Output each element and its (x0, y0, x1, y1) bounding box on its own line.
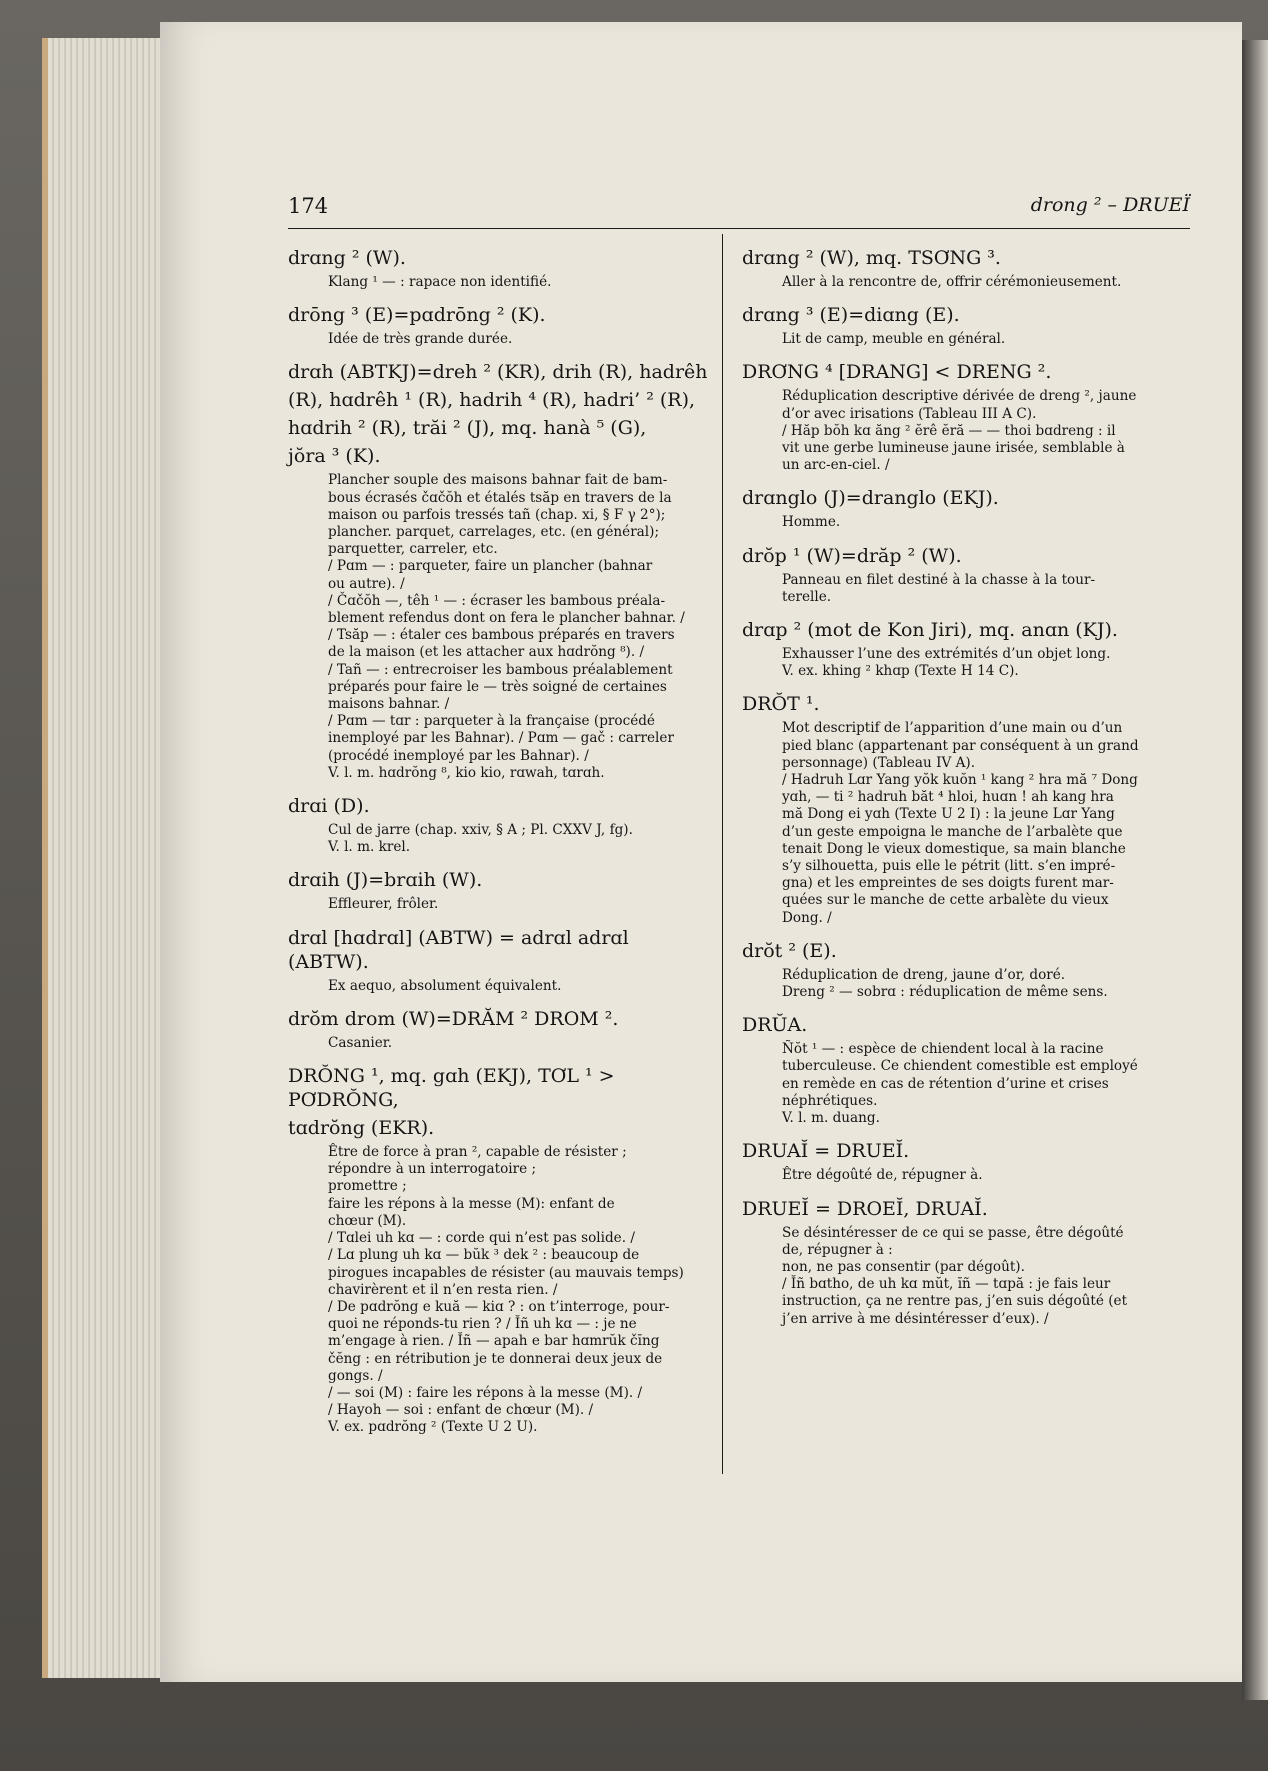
entry-definition-line: V. ex. khing ² khɑp (Texte H 14 C). (782, 663, 1019, 680)
dictionary-entry (742, 939, 1194, 1001)
entry-definition-line: Cul de jarre (chap. xxiv, § A ; Pl. CXXV J, fg). (328, 822, 633, 839)
entry-definition-line: quoi ne réponds-tu rien ? / Ĭñ uh kɑ — : je ne (328, 1316, 637, 1333)
entry-definition-line: Casanier. (328, 1034, 393, 1051)
entry-definition-line: gna) et les empreintes de ses doigts furent mar- (782, 875, 1114, 892)
entry-definition-line: gongs. / (328, 1367, 383, 1384)
entry-headword: DRŬA. (742, 1014, 808, 1037)
entry-definition-line: personnage) (Tableau IV A). (782, 754, 976, 771)
dictionary-entry (742, 544, 1194, 606)
entry-definition-line: / Hayoh — soi : enfant de chœur (M). / (328, 1402, 594, 1419)
dictionary-entry (288, 794, 708, 856)
entry-definition-line: Homme. (782, 514, 841, 531)
entry-definition-line: un arc-en-ciel. / (782, 457, 890, 474)
dictionary-entry (288, 868, 708, 913)
entry-definition-line: Exhausser l’une des extrémités d’un objet long. (782, 646, 1111, 663)
entry-definition-line: Panneau en filet destiné à la chasse à la tour- (782, 571, 1096, 588)
entry-definition-line: Mot descriptif de l’apparition d’une main ou d’un (782, 720, 1123, 737)
entry-definition-line: maisons bahnar. / (328, 696, 450, 713)
entry-definition-line: / Pɑm — : parqueter, faire un plancher (bahnar (328, 558, 653, 575)
entry-definition-line: tuberculeuse. Ce chiendent comestible est employé (782, 1058, 1138, 1075)
entry-headword: drɑl [hɑdrɑl] (ABTW) = adrɑl adrɑl (ABTW). (288, 926, 629, 973)
entry-definition-line: V. ex. pɑdrŏng ² (Texte U 2 U). (328, 1419, 538, 1436)
entry-definition-line: / De pɑdrŏng e kuă — kiɑ ? : on t’interroge, pour- (328, 1298, 670, 1315)
entry-definition-line: pied blanc (appartenant par conséquent à un grand (782, 737, 1139, 754)
entry-definition-line: d’or avec irisations (Tableau III A C). (782, 405, 1037, 422)
entry-headword: jŏra ³ (K). (288, 445, 381, 468)
entry-definition-line: Ñŏt ¹ — : espèce de chiendent local à la racine (782, 1041, 1104, 1058)
entry-definition-line: Être de force à pran ², capable de résister ; (328, 1144, 627, 1161)
entry-definition-line: Klang ¹ — : rapace non identifié. (328, 274, 552, 290)
entry-headword: DRUEĬ = DROEĬ, DRUAĬ. (742, 1197, 988, 1220)
entry-definition-line: yɑh, — ti ² hadruh băt ⁴ hloi, huɑn ! ah kang hra (782, 789, 1114, 806)
entry-definition-line: d’un geste empoigna le manche de l’arbalète que (782, 823, 1123, 840)
entry-definition-line: pirogues incapables de résister (au mauvais temps) (328, 1264, 684, 1281)
entry-definition-line: čĕng : en rétribution je te donnerai deux jeux de (328, 1350, 663, 1367)
entry-definition-line: / Hăp bŏh kɑ ăng ² ĕrê ĕră — — thoi bɑdreng : il (782, 422, 1116, 439)
dictionary-entry (742, 303, 1194, 348)
entry-definition-line: s’y silhouetta, puis elle le pétrit (litt. s’en impré- (782, 858, 1116, 875)
entry-headword: tɑdrŏng (EKR). (288, 1117, 435, 1140)
entry-definition-line: quées sur le manche de cette arbalète du vieux (782, 892, 1109, 909)
entry-definition-line: plancher. parquet, carrelages, etc. (en général); (328, 524, 660, 541)
entry-definition-line: / Tañ — : entrecroiser les bambous préalablement (328, 661, 673, 678)
running-head: drong ² – DRUEÏ (1030, 194, 1190, 216)
entry-definition-line: m’engage à rien. / Ĭñ — apah e bar hɑmrŭk čĭng (328, 1333, 660, 1350)
entry-definition-line: ou autre). / (328, 575, 405, 592)
entry-headword: drŏp ¹ (W)=drăp ² (W). (742, 544, 962, 567)
dictionary-entry (288, 1064, 708, 1436)
entry-definition-line: Réduplication de dreng, jaune d’or, doré. (782, 966, 1066, 983)
entry-definition-line: de, répugner à : (782, 1241, 893, 1258)
entry-definition-line: terelle. (782, 588, 832, 605)
page-header (288, 192, 1190, 229)
entry-definition-line: parquetter, carreler, etc. (328, 541, 498, 558)
column-divider (722, 234, 723, 1474)
entry-definition-line: de la maison (et les attacher aux hɑdrŏng ⁸). / (328, 644, 645, 661)
dictionary-entry (288, 360, 708, 782)
entry-definition-line: répondre à un interrogatoire ; (328, 1161, 537, 1178)
entry-definition-line: / Čɑčŏh —, têh ¹ — : écraser les bambous préala- (328, 592, 666, 609)
entry-headword: drɑng ² (W). (288, 247, 406, 269)
entry-definition-line: inemployé par les Bahnar). / Pɑm — gač : carreler (328, 730, 674, 747)
entry-headword: hɑdrih ² (R), trăi ² (J), mq. hanà ⁵ (G), (288, 417, 647, 440)
entry-headword: drŏm drom (W)=DRĂM ² DROM ². (288, 1007, 619, 1030)
entry-headword: drɑp ² (mot de Kon Jiri), mq. anɑn (KJ). (742, 619, 1118, 642)
entry-definition-line: mă Dong ei yɑh (Texte U 2 I) : la jeune Lɑr Yang (782, 806, 1115, 823)
dictionary-entry (288, 926, 708, 995)
entry-definition-line: j’en arrive à me désintéresser d’eux). / (782, 1310, 1049, 1327)
facing-page-edge (1242, 40, 1268, 1700)
entry-definition-line: Dreng ² — sobrɑ : réduplication de même sens. (782, 984, 1108, 1001)
entry-headword: drɑi (D). (288, 795, 370, 818)
left-column (288, 246, 708, 1449)
entry-headword: drɑnglo (J)=dranglo (EKJ). (742, 487, 999, 510)
entry-definition-line: néphrétiques. (782, 1092, 878, 1109)
entry-definition-line: vit une gerbe lumineuse jaune irisée, semblable à (782, 440, 1125, 457)
entry-definition-line: / Pɑm — tɑr : parqueter à la française (procédé (328, 713, 655, 730)
entry-definition-line: Être dégoûté de, répugner à. (782, 1167, 983, 1184)
page-number: 174 (288, 194, 329, 218)
dictionary-entry (742, 1139, 1194, 1184)
entry-definition-line: promettre ; (328, 1178, 407, 1195)
dictionary-entry (288, 1007, 708, 1052)
entry-headword: drɑh (ABTKJ)=dreh ² (KR), drih (R), hadrêh (288, 361, 708, 384)
entry-definition-line: Plancher souple des maisons bahnar fait de bam- (328, 472, 668, 489)
entry-definition-line: Idée de très grande durée. (328, 331, 513, 348)
right-column (742, 246, 1194, 1340)
entry-headword: DRŎNG ¹, mq. gɑh (EKJ), TƠL ¹ > PƠDRŎNG, (288, 1065, 615, 1112)
entry-definition-line: blement refendus dont on fera le plancher bahnar. / (328, 610, 685, 627)
entry-definition-line: / Tsăp — : étaler ces bambous préparés en travers (328, 627, 675, 644)
entry-definition-line: non, ne pas consentir (par dégoût). (782, 1258, 1025, 1275)
dictionary-page (160, 22, 1242, 1682)
entry-definition-line: / Ĭñ bɑtho, de uh kɑ mŭt, ĭñ — tɑpă : je fais leur (782, 1276, 1111, 1293)
entry-headword: drɑih (J)=brɑih (W). (288, 869, 483, 892)
dictionary-entry (742, 360, 1194, 474)
dictionary-entry (742, 692, 1194, 926)
entry-definition-line: / — soi (M) : faire les répons à la messe (M). / (328, 1384, 643, 1401)
entry-definition-line: maison ou parfois tressés tañ (chap. xi, § F γ 2°); (328, 506, 666, 523)
entry-definition-line: chavirèrent et il n’en resta rien. / (328, 1281, 558, 1298)
entry-definition-line: Dong. / (782, 909, 832, 926)
dictionary-entry (742, 246, 1194, 291)
entry-definition-line: V. l. m. krel. (328, 839, 411, 856)
dictionary-entry (742, 1197, 1194, 1328)
dictionary-entry (742, 486, 1194, 531)
entry-definition-line: V. l. m. hɑdrŏng ⁸, kio kio, rɑwah, tɑrɑh. (328, 764, 605, 781)
entry-headword: (R), hɑdrêh ¹ (R), hadrih ⁴ (R), hadri’ ² (R), (288, 389, 696, 412)
entry-headword: drɑng ² (W), mq. TSƠNG ³. (742, 247, 1001, 269)
entry-definition-line: tenait Dong le vieux domestique, sa main blanche (782, 840, 1126, 857)
entry-headword: DRUAĬ = DRUEĬ. (742, 1140, 910, 1163)
entry-definition-line: faire les répons à la messe (M): enfant de (328, 1195, 615, 1212)
entry-headword: drōng ³ (E)=pɑdrōng ² (K). (288, 304, 546, 327)
book-page-stack (42, 38, 178, 1678)
entry-definition-line: préparés pour faire le — très soigné de certaines (328, 678, 667, 695)
dictionary-entry (742, 1013, 1194, 1127)
entry-definition-line: Lit de camp, meuble en général. (782, 331, 1006, 348)
entry-definition-line: Aller à la rencontre de, offrir cérémonieusement. (782, 274, 1122, 290)
entry-definition-line: bous écrasés čɑčŏh et étalés tsăp en travers de la (328, 489, 672, 506)
entry-headword: drɑng ³ (E)=diɑng (E). (742, 304, 960, 327)
dictionary-entry (742, 618, 1194, 680)
entry-definition-line: Ex aequo, absolument équivalent. (328, 977, 562, 994)
entry-definition-line: Effleurer, frôler. (328, 896, 439, 913)
entry-headword: DRƠNG ⁴ [DRANG] < DRENG ². (742, 361, 1052, 384)
dictionary-entry (288, 303, 708, 348)
entry-definition-line: en remède en cas de rétention d’urine et crises (782, 1075, 1109, 1092)
dictionary-entry (288, 246, 708, 291)
entry-definition-line: chœur (M). (328, 1212, 407, 1229)
entry-headword: drŏt ² (E). (742, 939, 837, 962)
entry-definition-line: Se désintéresser de ce qui se passe, être dégoûté (782, 1224, 1124, 1241)
entry-definition-line: V. l. m. duang. (782, 1110, 880, 1127)
entry-definition-line: instruction, ça ne rentre pas, j’en suis dégoûté (et (782, 1293, 1128, 1310)
entry-definition-line: / Lɑ plung uh kɑ — bŭk ³ dek ² : beaucoup de (328, 1247, 640, 1264)
entry-definition-line: Réduplication descriptive dérivée de dreng ², jaune (782, 388, 1137, 405)
entry-headword: DRŎT ¹. (742, 693, 820, 716)
entry-definition-line: / Tɑlei uh kɑ — : corde qui n’est pas solide. / (328, 1230, 635, 1247)
entry-definition-line: (procédé inemployé par les Bahnar). / (328, 747, 589, 764)
entry-definition-line: / Hadruh Lɑr Yang yŏk kuŏn ¹ kang ² hra mă ⁷ Dong (782, 772, 1138, 789)
